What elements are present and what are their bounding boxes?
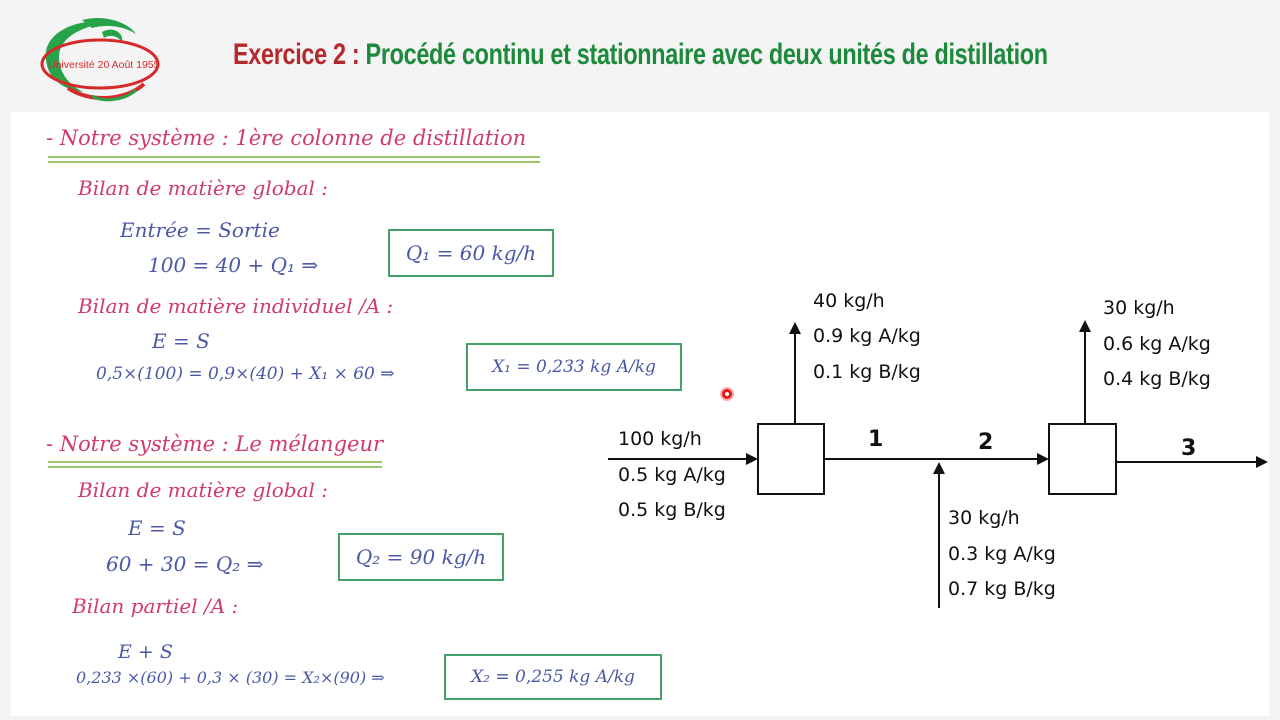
stream-label-1: 1 <box>868 427 884 452</box>
top1-comp-b: 0.1 kg B/kg <box>813 361 921 383</box>
logo-text: Université 20 Août 1955 <box>48 59 160 71</box>
slide-header <box>0 0 1280 108</box>
section2-underline <box>48 461 382 463</box>
side-comp-b: 0.7 kg B/kg <box>948 578 1056 600</box>
side-flow: 30 kg/h <box>948 507 1020 529</box>
section2-result2: X₂ = 0,255 kg A/kg <box>444 654 662 700</box>
section1-eq3: E = S <box>152 329 210 353</box>
section1-result2: X₁ = 0,233 kg A/kg <box>466 343 682 391</box>
section2-eq4: 0,233 ×(60) + 0,3 × (30) = X₂×(90) ⇒ <box>76 668 385 687</box>
feed-flow: 100 kg/h <box>618 428 702 450</box>
stream-label-2: 2 <box>978 430 994 455</box>
section2-eq3: E + S <box>118 641 173 663</box>
feed-comp-a: 0.5 kg A/kg <box>618 464 726 486</box>
section1-indiv-title: Bilan de matière individuel /A : <box>78 294 394 318</box>
top2-flow: 30 kg/h <box>1103 297 1175 319</box>
section2-eq2: 60 + 30 = Q₂ ⇒ <box>106 552 264 576</box>
section2-result1: Q₂ = 90 kg/h <box>338 533 504 581</box>
section1-eq2: 100 = 40 + Q₁ ⇒ <box>148 253 319 277</box>
top2-comp-a: 0.6 kg A/kg <box>1103 333 1211 355</box>
section2-heading: - Notre système : Le mélangeur <box>46 432 384 456</box>
university-logo <box>32 14 168 106</box>
section1-eq1: Entrée = Sortie <box>120 218 280 242</box>
title-prefix: Exercice 2 <box>233 38 346 71</box>
pointer-cursor-icon <box>722 389 732 399</box>
side-comp-a: 0.3 kg A/kg <box>948 543 1056 565</box>
section1-result1: Q₁ = 60 kg/h <box>388 229 554 277</box>
section1-underline <box>48 156 540 158</box>
top1-flow: 40 kg/h <box>813 290 885 312</box>
section2-eq1: E = S <box>128 516 186 540</box>
section2-underline-2 <box>48 466 382 468</box>
section1-underline-2 <box>48 161 540 163</box>
page-title <box>233 38 1048 72</box>
section2-global-title: Bilan de matière global : <box>78 478 329 502</box>
section2-partial-title: Bilan partiel /A : <box>72 594 239 618</box>
feed-comp-b: 0.5 kg B/kg <box>618 499 726 521</box>
section1-global-title: Bilan de matière global : <box>78 176 329 200</box>
title-main: Procédé continu et stationnaire avec deux unités de distillation <box>365 38 1048 71</box>
section1-heading: - Notre système : 1ère colonne de distillation <box>46 126 527 150</box>
section1-eq4: 0,5×(100) = 0,9×(40) + X₁ × 60 ⇒ <box>96 364 395 384</box>
top2-comp-b: 0.4 kg B/kg <box>1103 368 1211 390</box>
top1-comp-a: 0.9 kg A/kg <box>813 325 921 347</box>
title-separator: : <box>345 38 366 71</box>
notes-sheet <box>11 112 1269 716</box>
stream-label-3: 3 <box>1181 436 1197 461</box>
